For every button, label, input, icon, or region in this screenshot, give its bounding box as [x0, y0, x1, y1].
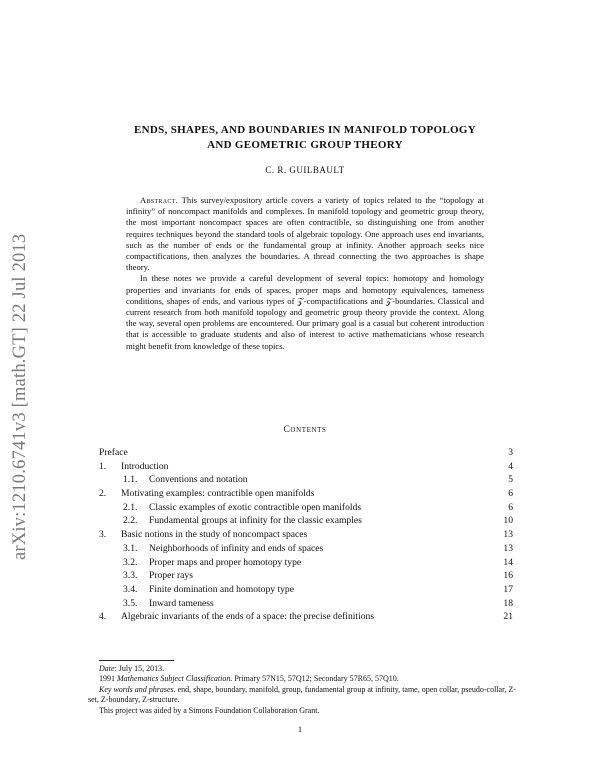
toc-entry-number: 2.2. — [123, 515, 138, 527]
date-label: Date — [99, 664, 115, 673]
paper-title — [100, 123, 510, 153]
toc-entry-page: 3 — [508, 447, 513, 458]
msc-value: Primary 57N15, 57Q12; Secondary 57R65, 57Q10. — [232, 674, 399, 684]
toc-entry-page: 17 — [503, 583, 513, 595]
toc-entry[interactable] — [99, 514, 513, 528]
msc-label: Mathematics Subject Classification. — [117, 674, 233, 684]
toc-entry-number: 1.1. — [123, 474, 138, 486]
toc-entry-title: Introduction — [121, 460, 169, 472]
toc-entry-page: 4 — [508, 460, 513, 472]
toc-entry-page: 21 — [503, 611, 513, 623]
toc-entry-page: 6 — [508, 488, 513, 500]
toc-entry-number: 2.1. — [123, 501, 138, 513]
toc-entry[interactable] — [99, 446, 513, 460]
toc-entry-number: 3.3. — [123, 570, 138, 582]
page-number: 1 — [297, 724, 303, 734]
abstract-label: Abstract. — [140, 195, 179, 205]
title-line-2: AND GEOMETRIC GROUP THEORY — [207, 139, 403, 151]
toc-entry-title: Proper rays — [149, 570, 193, 582]
toc-entry[interactable] — [99, 473, 513, 487]
toc-entry-page: 18 — [503, 597, 513, 609]
toc-entry[interactable] — [99, 610, 513, 624]
toc-entry-title: Motivating examples: contractible open manifolds — [121, 488, 315, 500]
footnote-msc — [88, 674, 516, 684]
toc-entry-page: 5 — [508, 474, 513, 486]
abstract-paragraph-1 — [126, 195, 484, 273]
toc-entry-page: 14 — [503, 556, 513, 568]
keywords-value: end, shape, boundary, manifold, group, fundamental group at infinity, tame, open collar, pseudo-collar, Z-set, Z-boundary, Z-structure. — [88, 684, 516, 705]
contents-heading: Contents — [283, 425, 327, 435]
toc-entry-page: 10 — [503, 515, 513, 527]
abstract-text-1: This survey/expository article covers a variety of topics related to the “topology at infinity” of noncompact manifolds and complexes. In manifold topology and geometric group theory, the most important noncompact spaces are often contractible, so distinguishing one from another requires techniques beyond the standard tools of algebraic topology. One approach uses end invariants, such as the number of ends or the fundamental group at infinity. Another approach seeks nice compactifications, then analyzes the boundaries. A thread connecting the two approaches is shape theory. — [126, 195, 484, 273]
toc-entry[interactable] — [99, 460, 513, 474]
toc-entry-number: 2. — [99, 488, 107, 500]
toc-entry-number: 4. — [99, 611, 107, 623]
toc-entry-title: Conventions and notation — [149, 474, 248, 486]
toc-entry[interactable] — [99, 501, 513, 515]
title-line-1: ENDS, SHAPES, AND BOUNDARIES IN MANIFOLD TOPOLOGY — [134, 124, 476, 136]
toc-entry-number: 1. — [99, 460, 107, 472]
toc-entry-title: Inward tameness — [149, 597, 214, 609]
toc-entry-page: 13 — [503, 529, 513, 541]
toc-entry[interactable] — [99, 528, 513, 542]
footnotes — [88, 664, 516, 716]
toc-entry-page: 6 — [508, 501, 513, 513]
author: C. R. GUILBAULT — [265, 165, 345, 175]
toc-entry-number: 3. — [99, 529, 107, 541]
footnote-keywords — [88, 685, 516, 706]
toc-entry[interactable] — [99, 569, 513, 583]
toc-entry-title: Classic examples of exotic contractible open manifolds — [149, 501, 362, 513]
toc-entry-title: Neighborhoods of infinity and ends of spaces — [149, 542, 324, 554]
abstract — [126, 195, 484, 352]
toc-entry-number: 3.1. — [123, 542, 138, 554]
footnote-rule — [99, 660, 174, 661]
toc-entry-page: 16 — [503, 570, 513, 582]
toc-entry-title: Proper maps and proper homotopy type — [149, 556, 302, 568]
toc-entry[interactable] — [99, 487, 513, 501]
toc-entry[interactable] — [99, 583, 513, 597]
footnote-date — [88, 664, 516, 674]
toc-entry-title: Basic notions in the study of noncompact spaces — [121, 529, 308, 541]
toc-entry-number: 3.5. — [123, 597, 138, 609]
toc-entry-number: 3.4. — [123, 583, 138, 595]
arxiv-identifier-stamp: arXiv:1210.6741v3 [math.GT] 22 Jul 2013 — [10, 233, 30, 560]
toc-entry-title: Algebraic invariants of the ends of a space: the precise definitions — [121, 611, 375, 623]
toc-entry-page: 13 — [503, 542, 513, 554]
toc-entry-title: Finite domination and homotopy type — [149, 583, 294, 595]
msc-year: 1991 — [99, 674, 117, 684]
footnote-grant: This project was aided by a Simons Foundation Collaboration Grant. — [99, 705, 320, 715]
toc-entry[interactable] — [99, 597, 513, 611]
toc-entry-title: Fundamental groups at infinity for the classic examples — [149, 515, 362, 527]
toc-entry[interactable] — [99, 542, 513, 556]
table-of-contents — [99, 446, 513, 624]
toc-entry[interactable] — [99, 556, 513, 570]
date-value: : July 15, 2013. — [114, 664, 165, 673]
toc-entry-title: Preface — [99, 447, 128, 458]
toc-entry-number: 3.2. — [123, 556, 138, 568]
abstract-paragraph-2: In these notes we provide a careful development of several topics: homotopy and homology properties and invariants for ends of spaces, proper maps and homotopy equivalences, tameness conditions, shapes of ends, and various types of 𝒵-compactifications and 𝒵-boundaries. Classical and current research from both manifold topology and geometric group theory provide the context. Along the way, several open problems are encountered. Our primary goal is a casual but coherent introduction that is accessible to graduate students and also of interest to active mathematicians whose research might benefit from knowledge of these topics. — [126, 273, 484, 351]
keywords-label: Key words and phrases. — [99, 684, 176, 694]
